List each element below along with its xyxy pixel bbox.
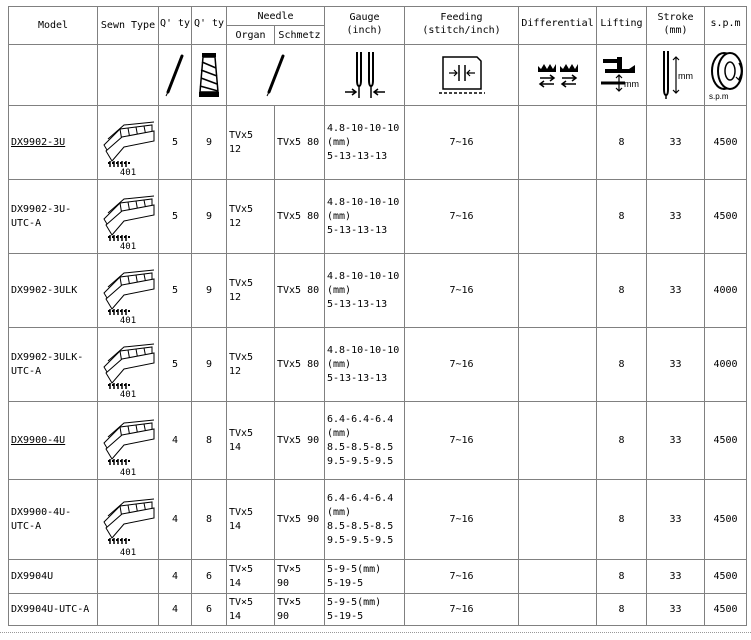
- stitch-number: 401: [119, 242, 137, 252]
- qty1-cell: 5: [159, 254, 192, 328]
- schmetz-line: TVx5 80: [277, 358, 320, 370]
- organ-line: 12: [229, 217, 242, 229]
- spm-cell: 4500: [705, 106, 747, 180]
- gauge-line: 5-13-13-13: [327, 150, 388, 162]
- spm-cell: 4500: [705, 594, 747, 626]
- stroke-cell: 33: [647, 254, 705, 328]
- organ-line: TVx5: [229, 351, 254, 363]
- sewn-type-cell: [98, 328, 159, 402]
- stitch-sample-icon: [100, 419, 156, 465]
- header-stroke: [647, 7, 705, 45]
- gauge-line: 5-19-5: [327, 610, 364, 622]
- header-feeding: [405, 7, 519, 45]
- gauge-cell: [325, 594, 405, 626]
- schmetz-line: TV×5: [277, 596, 302, 608]
- gauge-cell: [325, 180, 405, 254]
- model-name-line: DX9904U-UTC-A: [11, 603, 90, 615]
- spm-cell: 4000: [705, 254, 747, 328]
- icon-cell-qty-thread: [192, 45, 227, 106]
- organ-line: 12: [229, 365, 242, 377]
- feeding-cell: 7~16: [405, 254, 519, 328]
- model-cell: [9, 328, 98, 402]
- gauge-line: (mm): [327, 358, 352, 370]
- gauge-cell: [325, 480, 405, 560]
- sewn-type-cell: [98, 480, 159, 560]
- organ-cell: [227, 180, 275, 254]
- gauge-cell: [325, 402, 405, 480]
- organ-cell: [227, 402, 275, 480]
- differential-cell: [519, 328, 597, 402]
- model-name-line: DX9902-3U-: [11, 203, 72, 215]
- qty2-cell: 9: [192, 180, 227, 254]
- header-qty-thread: Q' ty: [192, 7, 227, 45]
- model-name-line: UTC-A: [11, 365, 42, 377]
- gauge-line: 5-13-13-13: [327, 224, 388, 236]
- organ-cell: [227, 594, 275, 626]
- header-schmetz: Schmetz: [275, 26, 325, 45]
- organ-cell: [227, 560, 275, 594]
- schmetz-line: TVx5 80: [277, 210, 320, 222]
- stitch-sample-icon: [100, 195, 156, 241]
- gauge-line: 5-13-13-13: [327, 372, 388, 384]
- organ-line: 14: [229, 520, 242, 532]
- header-feeding-line2: (stitch/inch): [422, 25, 501, 36]
- lifting-cell: 8: [597, 106, 647, 180]
- organ-cell: [227, 254, 275, 328]
- sewn-type-cell: [98, 106, 159, 180]
- header-stroke-line1: Stroke: [657, 12, 694, 23]
- model-name-line: UTC-A: [11, 217, 42, 229]
- gauge-line: (mm): [327, 210, 352, 222]
- table-row: [9, 594, 747, 626]
- header-sewn-type: Sewn Type: [98, 7, 159, 45]
- icon-cell-spm: [705, 45, 747, 106]
- stroke-cell: 33: [647, 106, 705, 180]
- qty1-cell: 4: [159, 594, 192, 626]
- spm-cell: 4500: [705, 560, 747, 594]
- qty2-cell: 6: [192, 594, 227, 626]
- organ-cell: [227, 328, 275, 402]
- qty1-cell: 5: [159, 106, 192, 180]
- stroke-cell: 33: [647, 402, 705, 480]
- stitch-sample-icon: [100, 498, 156, 544]
- qty2-cell: 8: [192, 402, 227, 480]
- gauge-line: 8.5-8.5-8.5: [327, 520, 394, 532]
- schmetz-line: 90: [277, 577, 290, 589]
- gauge-line: (mm): [327, 427, 352, 439]
- differential-cell: [519, 560, 597, 594]
- table-row: [9, 560, 747, 594]
- gauge-line: 4.8-10-10-10: [327, 270, 400, 282]
- gauge-cell: [325, 560, 405, 594]
- stitch-number: 401: [119, 468, 137, 478]
- gauge-line: 5-9-5(mm): [327, 563, 382, 575]
- icon-cell-feeding: [405, 45, 519, 106]
- differential-cell: [519, 106, 597, 180]
- model-name-line: DX9900-4U: [11, 434, 66, 446]
- schmetz-line: TV×5: [277, 563, 302, 575]
- gauge-line: 8.5-8.5-8.5: [327, 441, 394, 453]
- header-model: Model: [9, 7, 98, 45]
- organ-line: TVx5: [229, 129, 254, 141]
- stroke-cell: 33: [647, 480, 705, 560]
- spm-cell: 4500: [705, 480, 747, 560]
- gauge-line: 5-19-5: [327, 577, 364, 589]
- stitch-sample-icon: [100, 269, 156, 315]
- feeding-cell: 7~16: [405, 402, 519, 480]
- differential-cell: [519, 180, 597, 254]
- model-cell: [9, 480, 98, 560]
- spm-cell: 4500: [705, 402, 747, 480]
- gauge-cell: [325, 328, 405, 402]
- qty2-cell: 9: [192, 328, 227, 402]
- speed-wheel-icon: [706, 49, 746, 101]
- icon-cell-stroke: [647, 45, 705, 106]
- differential-cell: [519, 402, 597, 480]
- model-cell: [9, 180, 98, 254]
- lifting-cell: 8: [597, 594, 647, 626]
- stroke-mm-label: mm: [677, 71, 693, 81]
- needle-icon: [162, 52, 188, 98]
- table-row: [9, 328, 747, 402]
- model-name-line: DX9904U: [11, 570, 54, 582]
- qty2-cell: 9: [192, 254, 227, 328]
- schmetz-cell: [275, 560, 325, 594]
- model-cell: [9, 560, 98, 594]
- stitch-number: 401: [119, 168, 137, 178]
- stitch-number: 401: [119, 390, 137, 400]
- stitch-sample-icon: [100, 343, 156, 389]
- header-lifting: Lifting: [597, 7, 647, 45]
- organ-line: TVx5: [229, 427, 254, 439]
- differential-cell: [519, 480, 597, 560]
- model-cell: [9, 106, 98, 180]
- schmetz-line: TVx5 90: [277, 434, 320, 446]
- gauge-cell: [325, 106, 405, 180]
- gauge-cell: [325, 254, 405, 328]
- presser-foot-lift-icon: [599, 53, 645, 97]
- organ-line: 14: [229, 610, 242, 622]
- table-row: [9, 180, 747, 254]
- needle-icon: [263, 52, 289, 98]
- icon-cell-differential: [519, 45, 597, 106]
- header-needle: Needle: [227, 7, 325, 26]
- spec-table: [8, 6, 747, 626]
- icon-cell-needle: [227, 45, 325, 106]
- table-row: [9, 254, 747, 328]
- sewn-type-cell: [98, 560, 159, 594]
- header-gauge: [325, 7, 405, 45]
- qty2-cell: 9: [192, 106, 227, 180]
- stroke-cell: 33: [647, 180, 705, 254]
- header-feeding-line1: Feeding: [440, 12, 483, 23]
- header-gauge-line2: (inch): [346, 25, 383, 36]
- header-stroke-line2: (mm): [663, 25, 688, 36]
- sewn-type-cell: [98, 254, 159, 328]
- header-gauge-line1: Gauge: [349, 12, 380, 23]
- table-row: [9, 480, 747, 560]
- schmetz-cell: [275, 402, 325, 480]
- schmetz-cell: [275, 254, 325, 328]
- qty2-cell: 8: [192, 480, 227, 560]
- gauge-line: 4.8-10-10-10: [327, 122, 400, 134]
- qty1-cell: 4: [159, 402, 192, 480]
- feeding-cell: 7~16: [405, 328, 519, 402]
- gauge-line: 9.5-9.5-9.5: [327, 455, 394, 467]
- gauge-line: 5-13-13-13: [327, 298, 388, 310]
- organ-line: TVx5: [229, 203, 254, 215]
- differential-cell: [519, 594, 597, 626]
- organ-line: 12: [229, 291, 242, 303]
- gauge-line: (mm): [327, 506, 352, 518]
- stitch-number: 401: [119, 548, 137, 558]
- organ-line: 14: [229, 441, 242, 453]
- gauge-line: 6.4-6.4-6.4: [327, 492, 394, 504]
- header-spm: s.p.m: [705, 7, 747, 45]
- model-name-line: DX9902-3U: [11, 136, 66, 148]
- stitch-number: 401: [119, 316, 137, 326]
- icon-cell-sewn: [98, 45, 159, 106]
- sewn-type-cell: [98, 402, 159, 480]
- feeding-cell: 7~16: [405, 560, 519, 594]
- organ-line: TVx5: [229, 277, 254, 289]
- gauge-line: 9.5-9.5-9.5: [327, 534, 394, 546]
- schmetz-cell: [275, 328, 325, 402]
- qty1-cell: 5: [159, 328, 192, 402]
- gauge-line: (mm): [327, 284, 352, 296]
- icon-cell-qty-needle: [159, 45, 192, 106]
- needle-stroke-icon: [654, 49, 698, 101]
- schmetz-cell: [275, 106, 325, 180]
- gauge-line: 5-9-5(mm): [327, 596, 382, 608]
- model-cell: [9, 254, 98, 328]
- organ-line: TV×5: [229, 596, 254, 608]
- stroke-cell: 33: [647, 594, 705, 626]
- schmetz-cell: [275, 180, 325, 254]
- schmetz-cell: [275, 594, 325, 626]
- twin-needle-gauge-icon: [342, 50, 388, 100]
- model-name-line: UTC-A: [11, 520, 42, 532]
- spm-cell: 4500: [705, 180, 747, 254]
- schmetz-line: 90: [277, 610, 290, 622]
- table-row: [9, 402, 747, 480]
- header-organ: Organ: [227, 26, 275, 45]
- schmetz-line: TVx5 90: [277, 513, 320, 525]
- lifting-cell: 8: [597, 560, 647, 594]
- organ-line: TVx5: [229, 506, 254, 518]
- feeding-cell: 7~16: [405, 106, 519, 180]
- icon-cell-gauge: [325, 45, 405, 106]
- header-differential: Differential: [519, 7, 597, 45]
- differential-feed-icon: [536, 60, 580, 90]
- model-name-line: DX9902-3ULK: [11, 284, 78, 296]
- lift-mm-label: mm: [623, 79, 639, 89]
- icon-cell-lifting: [597, 45, 647, 106]
- gauge-line: (mm): [327, 136, 352, 148]
- table-row: [9, 106, 747, 180]
- organ-line: TV×5: [229, 563, 254, 575]
- sewn-type-cell: [98, 180, 159, 254]
- lifting-cell: 8: [597, 180, 647, 254]
- stroke-cell: 33: [647, 328, 705, 402]
- icon-cell-model: [9, 45, 98, 106]
- model-name-line: DX9900-4U-: [11, 506, 72, 518]
- schmetz-line: TVx5 80: [277, 284, 320, 296]
- spm-icon-label: s.p.m: [708, 92, 729, 101]
- schmetz-line: TVx5 80: [277, 136, 320, 148]
- qty1-cell: 4: [159, 560, 192, 594]
- sewn-type-cell: [98, 594, 159, 626]
- lifting-cell: 8: [597, 402, 647, 480]
- stroke-cell: 33: [647, 560, 705, 594]
- gauge-line: 6.4-6.4-6.4: [327, 413, 394, 425]
- organ-cell: [227, 106, 275, 180]
- thread-cone-icon: [196, 50, 222, 100]
- differential-cell: [519, 254, 597, 328]
- organ-cell: [227, 480, 275, 560]
- schmetz-cell: [275, 480, 325, 560]
- model-cell: [9, 594, 98, 626]
- lifting-cell: 8: [597, 480, 647, 560]
- lifting-cell: 8: [597, 254, 647, 328]
- header-qty-needle: Q' ty: [159, 7, 192, 45]
- organ-line: 12: [229, 143, 242, 155]
- lifting-cell: 8: [597, 328, 647, 402]
- gauge-line: 4.8-10-10-10: [327, 196, 400, 208]
- feeding-cell: 7~16: [405, 480, 519, 560]
- feeding-cell: 7~16: [405, 180, 519, 254]
- organ-line: 14: [229, 577, 242, 589]
- gauge-line: 4.8-10-10-10: [327, 344, 400, 356]
- feeding-cell: 7~16: [405, 594, 519, 626]
- qty2-cell: 6: [192, 560, 227, 594]
- model-cell: [9, 402, 98, 480]
- qty1-cell: 4: [159, 480, 192, 560]
- feed-dog-icon: [437, 53, 487, 97]
- qty1-cell: 5: [159, 180, 192, 254]
- spm-cell: 4000: [705, 328, 747, 402]
- stitch-sample-icon: [100, 121, 156, 167]
- model-name-line: DX9902-3ULK-: [11, 351, 84, 363]
